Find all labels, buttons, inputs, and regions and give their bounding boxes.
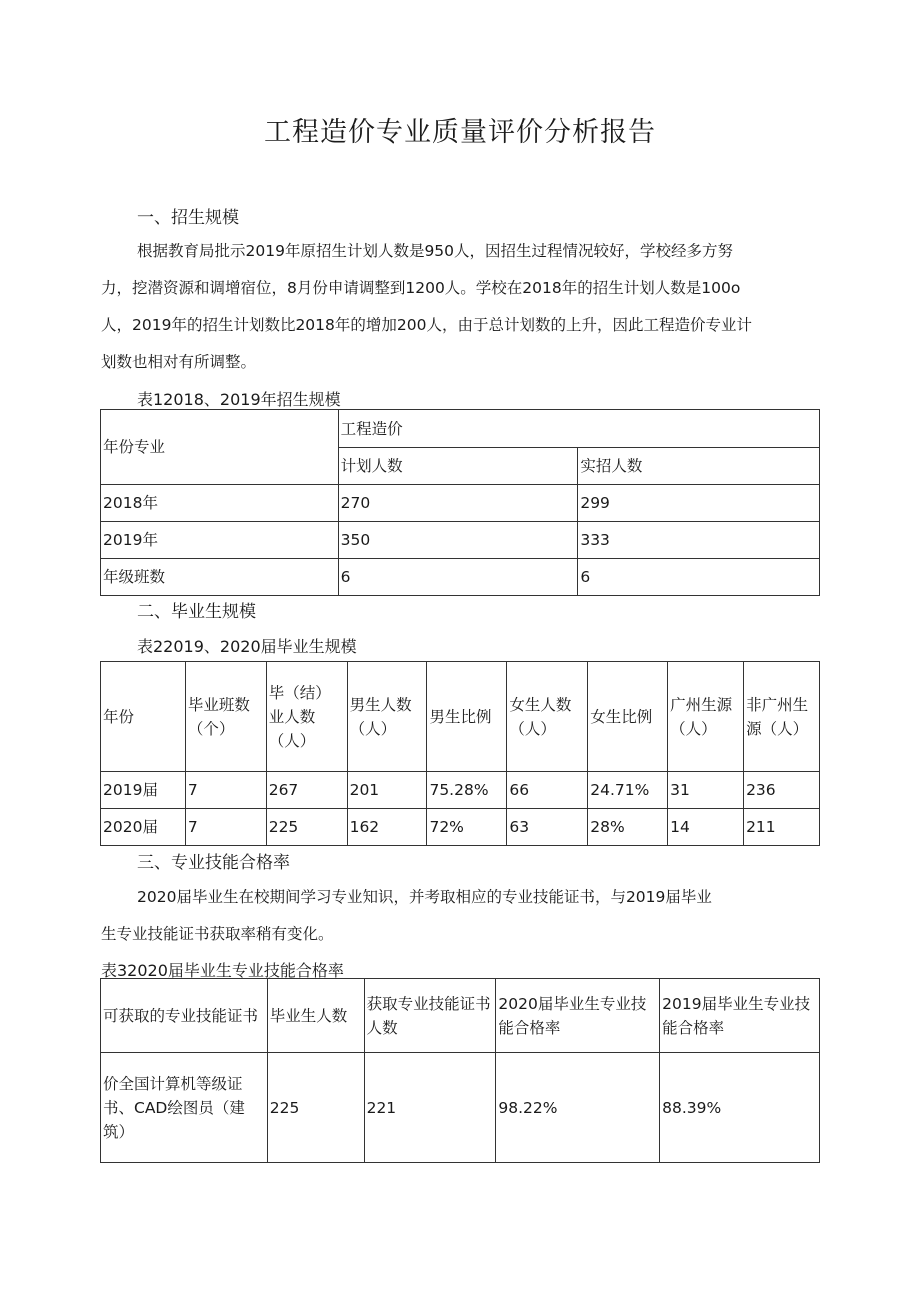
table-row bbox=[101, 410, 820, 448]
section1-paragraph-line3: 人，2019年的招生计划数比2018年的增加200人，由于总计划数的上升，因此工程造价专业计 bbox=[101, 316, 752, 334]
table-cell: 实招人数 bbox=[578, 448, 820, 485]
table1-caption: 表12018、2019年招生规模 bbox=[137, 390, 341, 409]
table-cell: 63 bbox=[507, 809, 588, 846]
table-header-cell: 毕业班数（个） bbox=[185, 662, 266, 772]
table-cell: 333 bbox=[578, 522, 820, 559]
table-cell: 299 bbox=[578, 485, 820, 522]
table-cell: 2020届 bbox=[101, 809, 186, 846]
table-cell: 350 bbox=[338, 522, 578, 559]
page-title: 工程造价专业质量评价分析报告 bbox=[264, 117, 656, 148]
graduates-table bbox=[100, 661, 820, 846]
section1-paragraph-line4: 划数也相对有所调整。 bbox=[101, 353, 257, 371]
table-cell: 24.71% bbox=[588, 772, 668, 809]
table-header-cell: 非广州生源（人） bbox=[744, 662, 820, 772]
table-cell: 工程造价 bbox=[338, 410, 819, 448]
table-header-cell: 女生人数（人） bbox=[507, 662, 588, 772]
table-header-cell: 获取专业技能证书人数 bbox=[364, 979, 496, 1053]
table-cell: 7 bbox=[185, 809, 266, 846]
section2-heading: 二、毕业生规模 bbox=[137, 602, 256, 622]
table-header-cell: 年份 bbox=[101, 662, 186, 772]
table-row bbox=[101, 772, 820, 809]
table-cell: 28% bbox=[588, 809, 668, 846]
table-cell: 年级班数 bbox=[101, 559, 339, 596]
table-row bbox=[101, 1053, 820, 1163]
section3-paragraph-line2: 生专业技能证书获取率稍有变化。 bbox=[101, 925, 334, 943]
table-row bbox=[101, 559, 820, 596]
section3-heading: 三、专业技能合格率 bbox=[137, 853, 290, 873]
enrollment-table bbox=[100, 409, 820, 596]
table-header-cell: 2020届毕业生专业技能合格率 bbox=[496, 979, 660, 1053]
table-row bbox=[101, 662, 820, 772]
table-header-cell: 女生比例 bbox=[588, 662, 668, 772]
section1-heading: 一、招生规模 bbox=[137, 208, 239, 228]
table-row bbox=[101, 809, 820, 846]
table-header-cell: 可获取的专业技能证书 bbox=[101, 979, 268, 1053]
table-header-cell: 毕（结）业人数（人） bbox=[266, 662, 347, 772]
table-cell: 年份专业 bbox=[101, 410, 339, 485]
table-cell: 14 bbox=[668, 809, 744, 846]
table-cell: 221 bbox=[364, 1053, 496, 1163]
table-cell: 225 bbox=[267, 1053, 364, 1163]
table-cell: 2019届 bbox=[101, 772, 186, 809]
table3-caption: 表32020届毕业生专业技能合格率 bbox=[101, 961, 344, 980]
table-cell: 267 bbox=[266, 772, 347, 809]
table-cell: 6 bbox=[338, 559, 578, 596]
table-cell: 201 bbox=[347, 772, 427, 809]
table-cell: 75.28% bbox=[427, 772, 507, 809]
table-row bbox=[101, 979, 820, 1053]
table-cell: 225 bbox=[266, 809, 347, 846]
section3-paragraph-line1: 2020届毕业生在校期间学习专业知识，并考取相应的专业技能证书，与2019届毕业 bbox=[137, 888, 712, 906]
table-header-cell: 男生比例 bbox=[427, 662, 507, 772]
section1-paragraph-line1: 根据教育局批示2019年原招生计划人数是950人，因招生过程情况较好，学校经多方努 bbox=[137, 242, 734, 260]
skills-table bbox=[100, 978, 820, 1163]
table-cell: 66 bbox=[507, 772, 588, 809]
table-cell: 98.22% bbox=[496, 1053, 660, 1163]
table-header-cell: 2019届毕业生专业技能合格率 bbox=[660, 979, 820, 1053]
table-row bbox=[101, 485, 820, 522]
table2-caption: 表22019、2020届毕业生规模 bbox=[137, 637, 357, 656]
table-cell: 211 bbox=[744, 809, 820, 846]
table-cell: 7 bbox=[185, 772, 266, 809]
section1-paragraph-line2: 力，挖潜资源和调增宿位，8月份申请调整到1200人。学校在2018年的招生计划人数是100o bbox=[101, 279, 741, 297]
table-header-cell: 广州生源（人） bbox=[668, 662, 744, 772]
table-cell: 2018年 bbox=[101, 485, 339, 522]
table-cell: 88.39% bbox=[660, 1053, 820, 1163]
table-cell: 162 bbox=[347, 809, 427, 846]
table-row bbox=[101, 522, 820, 559]
table-cell: 2019年 bbox=[101, 522, 339, 559]
table-cell: 236 bbox=[744, 772, 820, 809]
table-cell: 价全国计算机等级证书、CAD绘图员（建筑） bbox=[101, 1053, 268, 1163]
table-cell: 31 bbox=[668, 772, 744, 809]
table-cell: 72% bbox=[427, 809, 507, 846]
table-header-cell: 男生人数（人） bbox=[347, 662, 427, 772]
table-cell: 270 bbox=[338, 485, 578, 522]
table-cell: 6 bbox=[578, 559, 820, 596]
table-header-cell: 毕业生人数 bbox=[267, 979, 364, 1053]
table-cell: 计划人数 bbox=[338, 448, 578, 485]
